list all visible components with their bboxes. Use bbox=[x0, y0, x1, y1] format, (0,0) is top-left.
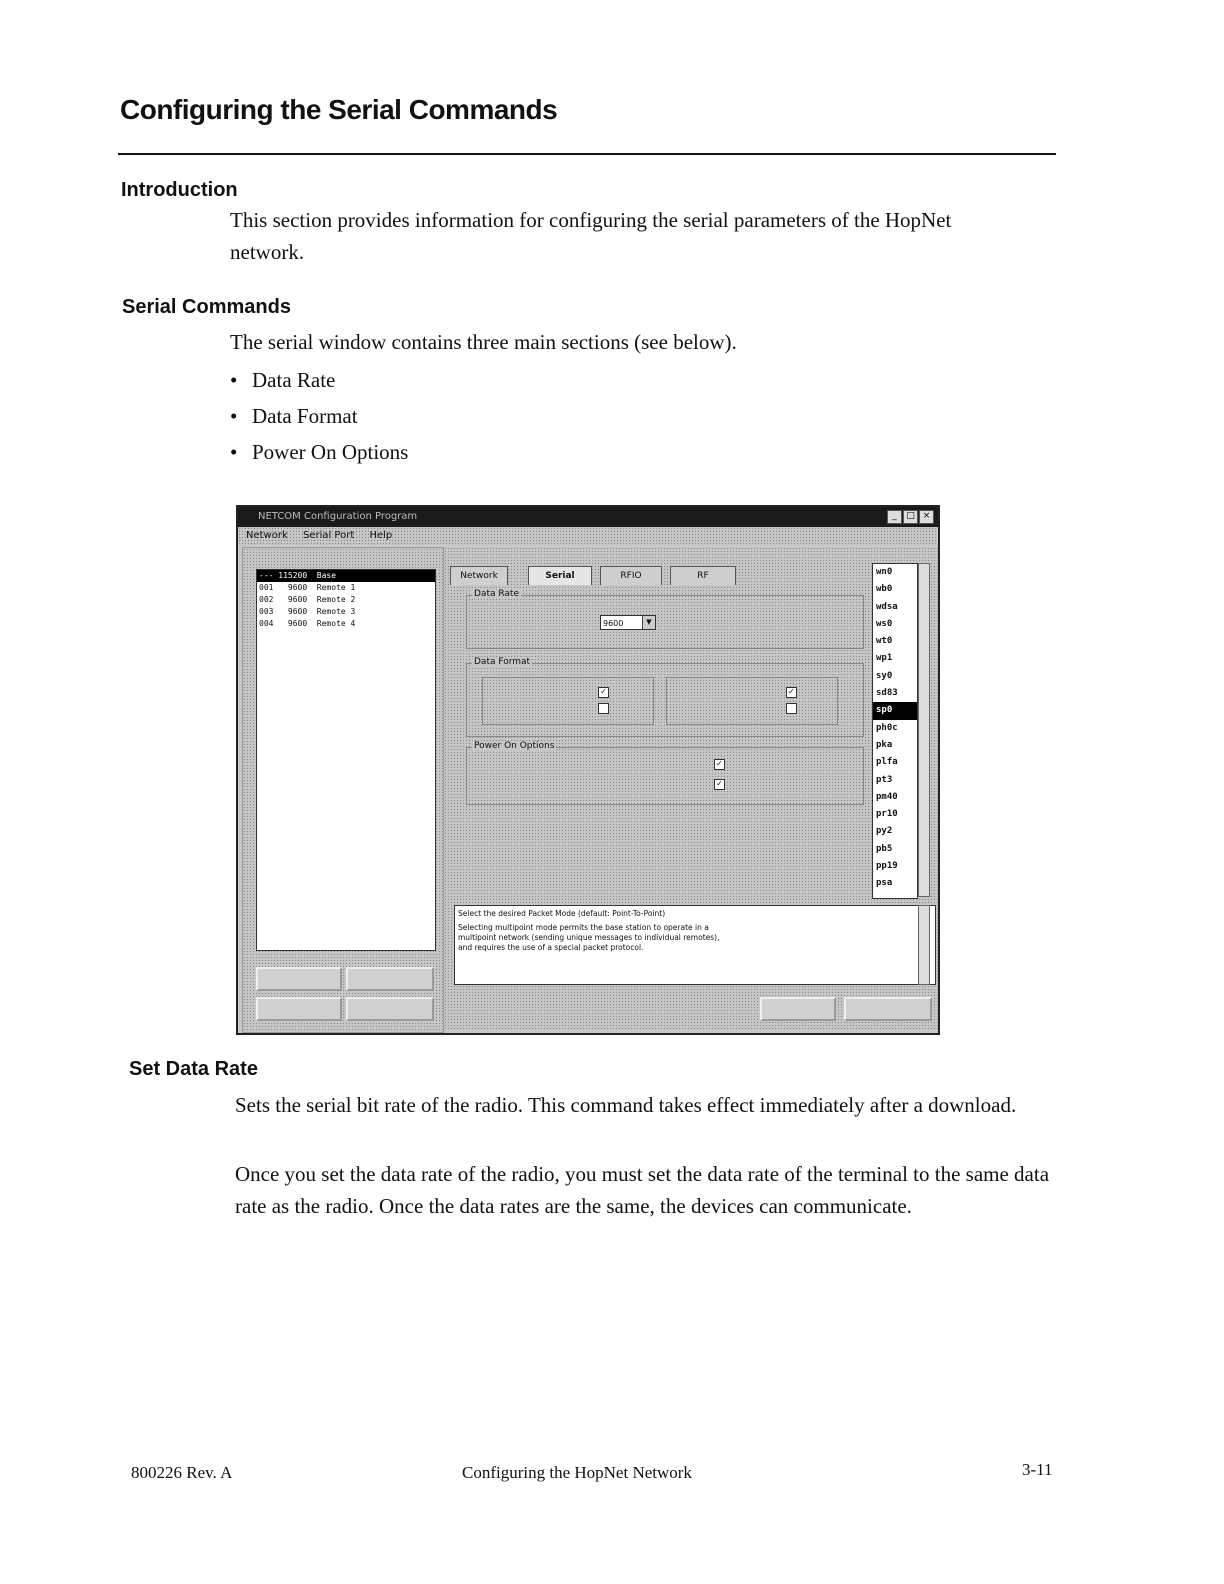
sync-checkbox[interactable] bbox=[786, 703, 797, 714]
list-item[interactable]: 004 9600 Remote 4 bbox=[259, 619, 356, 628]
tab-rfio[interactable]: RFIO bbox=[600, 566, 662, 585]
list-item[interactable]: pb5 bbox=[876, 843, 893, 854]
footer-chapter-title: Configuring the HopNet Network bbox=[462, 1463, 692, 1482]
list-item[interactable]: pr10 bbox=[876, 809, 898, 820]
menu-network[interactable]: Network bbox=[246, 530, 288, 541]
tab-serial[interactable]: Serial bbox=[528, 566, 592, 585]
help-line: Selecting multipoint mode permits the base station to operate in a bbox=[458, 923, 709, 932]
footer-doc-number: 800226 Rev. A bbox=[131, 1463, 233, 1482]
list-item[interactable]: wp1 bbox=[876, 653, 893, 664]
list-item[interactable]: 001 9600 Remote 1 bbox=[259, 583, 356, 592]
left-button-4[interactable] bbox=[346, 997, 434, 1021]
list-item[interactable]: 002 9600 Remote 2 bbox=[259, 595, 356, 604]
sync-async-group bbox=[666, 677, 838, 725]
list-item[interactable]: py2 bbox=[876, 826, 893, 837]
multipoint-checkbox[interactable] bbox=[598, 703, 609, 714]
list-item[interactable]: plfa bbox=[876, 757, 898, 768]
left-button-2[interactable] bbox=[346, 967, 434, 991]
list-item[interactable]: ph0c bbox=[876, 722, 898, 733]
point-to-point-checkbox[interactable]: ✓ bbox=[598, 687, 609, 698]
page-title: Configuring the Serial Commands bbox=[120, 94, 558, 125]
set-data-rate-heading: Set Data Rate bbox=[129, 1058, 258, 1080]
list-item[interactable]: wn0 bbox=[876, 567, 893, 577]
list-item[interactable]: sp0 bbox=[873, 702, 917, 719]
command-list-scrollbar[interactable] bbox=[918, 563, 930, 897]
serial-commands-paragraph: The serial window contains three main sections (see below). bbox=[230, 330, 737, 354]
intro-heading: Introduction bbox=[121, 179, 238, 201]
power-on-label: Power On Options bbox=[474, 741, 555, 751]
list-item[interactable]: pka bbox=[876, 739, 893, 750]
chevron-down-icon[interactable]: ▼ bbox=[642, 616, 655, 629]
data-rate-group bbox=[466, 595, 864, 649]
list-item[interactable]: pt3 bbox=[876, 774, 893, 785]
menu-help[interactable]: Help bbox=[369, 530, 393, 541]
command-list[interactable] bbox=[872, 563, 918, 899]
section-bullet-list bbox=[230, 366, 408, 474]
list-item[interactable]: ws0 bbox=[876, 618, 893, 629]
help-line: Select the desired Packet Mode (default: Point-To-Point) bbox=[458, 909, 666, 918]
config-program-screenshot bbox=[236, 505, 940, 1035]
download-button[interactable] bbox=[760, 997, 836, 1021]
list-item[interactable]: wdsa bbox=[876, 601, 898, 612]
list-item[interactable]: sd83 bbox=[876, 688, 898, 699]
maximize-icon[interactable]: □ bbox=[903, 510, 918, 524]
list-item[interactable]: psa bbox=[876, 878, 893, 889]
close-icon[interactable]: × bbox=[919, 510, 934, 524]
data-format-label: Data Format bbox=[474, 657, 531, 667]
packet-mode-group bbox=[482, 677, 654, 725]
tab-network[interactable]: Network bbox=[450, 566, 508, 585]
data-rate-label: Data Rate bbox=[474, 589, 519, 599]
title-rule bbox=[118, 153, 1056, 155]
list-item[interactable]: 003 9600 Remote 3 bbox=[259, 607, 356, 616]
intro-paragraph: This section provides information for configuring the serial parameters of the HopNet network. bbox=[230, 208, 952, 264]
list-item[interactable]: wt0 bbox=[876, 636, 893, 647]
bullet-item: • Power On Options bbox=[230, 438, 408, 474]
radio-list[interactable] bbox=[256, 569, 436, 951]
help-scrollbar[interactable] bbox=[918, 905, 930, 985]
help-line: and requires the use of a special packet protocol. bbox=[458, 943, 644, 952]
set-data-rate-paragraph-1: Sets the serial bit rate of the radio. This command takes effect immediately after a download. bbox=[235, 1093, 1017, 1117]
list-item[interactable]: wb0 bbox=[876, 584, 893, 595]
footer-page-number: 3-11 bbox=[1022, 1460, 1053, 1479]
list-item[interactable]: pp19 bbox=[876, 861, 898, 872]
tab-rf[interactable]: RF bbox=[670, 566, 736, 585]
power-on-option-2-checkbox[interactable]: ✓ bbox=[714, 779, 725, 790]
list-item[interactable]: sy0 bbox=[876, 670, 893, 681]
help-text-box bbox=[454, 905, 936, 985]
menu-bar bbox=[238, 527, 938, 545]
baud-rate-select[interactable]: 9600 ▼ bbox=[600, 615, 656, 630]
power-on-option-1-checkbox[interactable]: ✓ bbox=[714, 759, 725, 770]
menu-serial-port[interactable]: Serial Port bbox=[302, 530, 355, 541]
list-item[interactable]: pm40 bbox=[876, 791, 898, 802]
window-title: NETCOM Configuration Program bbox=[258, 511, 418, 522]
power-on-group bbox=[466, 747, 864, 805]
set-data-rate-paragraph-2: Once you set the data rate of the radio, you must set the data rate of the terminal to the same data rate as the radio. Once the data rates are the same, the devices can communicate. bbox=[235, 1162, 1050, 1218]
help-line: multipoint network (sending unique messages to individual remotes), bbox=[458, 933, 720, 942]
async-checkbox[interactable]: ✓ bbox=[786, 687, 797, 698]
left-button-1[interactable] bbox=[256, 967, 342, 991]
left-button-3[interactable] bbox=[256, 997, 342, 1021]
bullet-item: • Data Rate bbox=[230, 366, 408, 402]
window-titlebar bbox=[238, 507, 938, 527]
minimize-icon[interactable]: _ bbox=[887, 510, 902, 524]
list-item[interactable]: --- 115200 Base bbox=[257, 570, 435, 582]
factory-defaults-button[interactable] bbox=[844, 997, 932, 1021]
bullet-item: • Data Format bbox=[230, 402, 408, 438]
serial-commands-heading: Serial Commands bbox=[122, 296, 291, 318]
